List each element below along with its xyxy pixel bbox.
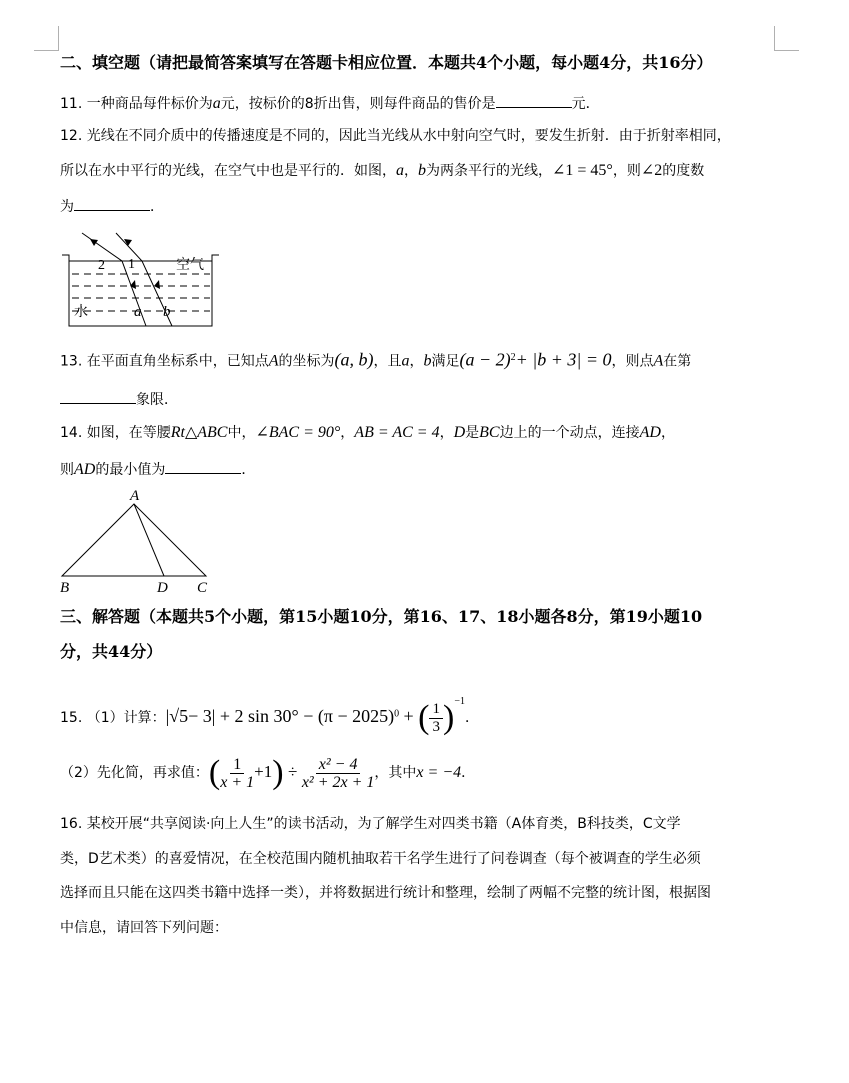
q12-line-2c: 为两条平行的光线， <box>426 163 552 179</box>
segment-ad <box>134 504 164 576</box>
q12-number: 12. <box>60 128 83 144</box>
q13-answer-blank <box>60 389 136 404</box>
q15-abs-open: | <box>165 706 170 726</box>
q13-point-a-2: A <box>653 352 664 370</box>
q11-text-c: 元． <box>571 96 600 112</box>
q12-refraction-figure <box>58 228 224 328</box>
q14-text-a: 如图，在等腰 <box>86 425 171 441</box>
q11-answer-blank <box>496 93 572 108</box>
q12-var-b: b <box>418 162 426 179</box>
q14-text-e: 是 <box>465 425 480 441</box>
q12-angle-2: ∠2 <box>640 162 663 179</box>
q14-line-2a: 则 <box>60 462 74 478</box>
q14-number: 14. <box>60 425 83 441</box>
q13-exponent-2: 2 <box>510 352 516 363</box>
question-15-part-2 <box>60 752 475 793</box>
q11-text-a: 一种商品每件标价为 <box>86 96 213 112</box>
question-13-line-2 <box>60 389 178 409</box>
section-3-heading-line-1: 三、解答题（本题共5个小题，第15小题10分，第16、17、18小题各8分，第19小题10 <box>60 607 703 626</box>
question-12-line-2 <box>60 162 704 180</box>
q12-line-3b: ． <box>150 199 164 215</box>
q13-text-e: 满足 <box>431 353 460 370</box>
q15-exponent-neg-1: −1 <box>454 696 465 707</box>
q15-number: 15. <box>60 710 83 726</box>
q12-var-a: a <box>396 162 404 179</box>
q12-line-2e: 的度数 <box>662 163 705 179</box>
q15-f2-numerator: x² − 4 <box>316 756 361 774</box>
q14-point-d: D <box>453 424 466 441</box>
q13-text-a: 在平面直角坐标系中，已知点 <box>86 353 269 370</box>
q14-angle: ∠BAC = 90° <box>255 424 341 441</box>
q15-plus: + <box>403 706 414 726</box>
q15-middle-expression: + 2 sin 30° − (π − 2025) <box>219 706 395 726</box>
q14-segment-bc: BC <box>479 424 500 441</box>
q14-segment-ad: AD <box>639 424 661 441</box>
q12-angle-1: ∠1 = 45° <box>552 162 613 179</box>
q12-line-3a: 为 <box>60 199 74 215</box>
q14-triangle: Rt△ABC <box>170 424 228 441</box>
q11-text-b: 元，按标价的8折出售，则每件商品的售价是 <box>220 96 496 112</box>
question-11 <box>60 93 600 113</box>
q15-f1-numerator: 1 <box>230 756 244 774</box>
q13-coordinate: (a, b) <box>334 349 374 370</box>
question-16-line-1 <box>60 815 681 833</box>
q15-frac-numerator: 1 <box>429 701 443 719</box>
q15-division-sign: ÷ <box>288 762 298 781</box>
question-15-part-1 <box>60 682 479 738</box>
q15-fraction-one-third <box>429 701 443 736</box>
section-3-heading-line-2: 分，共44分） <box>60 642 163 661</box>
q12-line-1: 光线在不同介质中的传播速度是不同的，因此当光线从水中射向空气时，要发生折射．由于折射率相同， <box>86 128 731 144</box>
q15-f1-denominator: x + 1 <box>220 773 255 791</box>
q13-text-g: 在第 <box>663 353 692 370</box>
q14-text-b: 中， <box>227 425 256 441</box>
question-16-line-2: 类，D艺术类）的喜爱情况，在全校范围内随机抽取若干名学生进行了问卷调查（每个被调查的学生必须 <box>60 851 701 867</box>
fig-label-ray-a: a <box>134 304 142 320</box>
q14-line-2b: 的最小值为 <box>95 462 166 478</box>
q14-text-f: 边上的一个动点，连接 <box>499 425 640 441</box>
question-14-line-1 <box>60 424 675 442</box>
q15-fraction-quadratic <box>302 756 375 791</box>
q13-expression-square: (a − 2) <box>459 349 511 370</box>
q14-answer-blank <box>165 459 241 474</box>
q13-point-a: A <box>268 352 279 370</box>
ray-a-arrow-top <box>90 239 98 246</box>
q15-plus-1: +1 <box>254 762 273 781</box>
triangle-abc <box>62 504 206 576</box>
ray-b-arrow-bottom <box>154 280 160 289</box>
q14-line-2c: ． <box>241 462 256 478</box>
q11-var-a: a <box>212 95 221 112</box>
q15-sqrt-5: √5 <box>169 706 189 726</box>
q13-text-d: ， <box>409 353 424 370</box>
question-14-line-2 <box>60 459 255 479</box>
q13-text-b: 的坐标为 <box>278 353 335 370</box>
fig-label-angle-1: 1 <box>128 257 135 272</box>
q15-f2-denominator: x² + 2x + 1 <box>301 773 375 791</box>
q15-big-paren-open: ( <box>208 754 221 791</box>
q12-answer-blank <box>74 196 150 211</box>
question-12-line-1 <box>60 127 731 145</box>
q15-part-1-label: （1）计算： <box>86 710 166 726</box>
question-13-line-1 <box>60 349 691 371</box>
fig-label-air: 空气 <box>176 258 204 273</box>
q14-segment-ad-2: AD <box>74 461 96 478</box>
q15-frac-denominator: 3 <box>432 718 440 735</box>
page-corner-mark-right <box>774 26 799 51</box>
fig-label-c: C <box>197 580 208 596</box>
q15-abs-rest: − 3| <box>188 706 216 726</box>
q13-text-f: ，则点 <box>611 353 654 370</box>
q12-line-2d: ，则 <box>612 163 641 179</box>
q15-fraction-1-over-x-plus-1 <box>220 756 254 791</box>
q13-text-c: ，且 <box>373 353 402 370</box>
q15-part-1-end: ． <box>464 710 479 726</box>
q14-sides: AB = AC = 4 <box>354 424 440 441</box>
question-12-line-3 <box>60 196 164 216</box>
q12-line-2a: 所以在水中平行的光线，在空气中也是平行的．如图， <box>60 163 396 179</box>
q16-number: 16. <box>60 816 83 832</box>
q14-text-c: ， <box>340 425 355 441</box>
q13-var-a: a <box>401 352 410 370</box>
q15-condition-value: x = −4 <box>416 764 462 781</box>
q13-line-2: 象限． <box>136 392 178 408</box>
q15-paren-open: ( <box>418 699 430 736</box>
fig-label-b: B <box>60 580 70 596</box>
section-2-heading: 二、填空题（请把最简答案填写在答题卡相应位置．本题共4个小题，每小题4分，共16分） <box>60 53 713 72</box>
q15-condition-end: ． <box>461 765 476 781</box>
q15-part-2-label: （2）先化简，再求值： <box>60 765 209 781</box>
q14-text-d: ， <box>439 425 454 441</box>
question-16-line-3: 选择而且只能在这四类书籍中选择一类），并将数据进行统计和整理，绘制了两幅不完整的统计图，根据图 <box>60 885 711 901</box>
fig-label-ray-b: b <box>163 304 171 320</box>
q14-text-g: ， <box>660 425 675 441</box>
fig-label-water: 水 <box>74 305 88 320</box>
q15-exponent-0: 0 <box>394 708 400 720</box>
q15-big-paren-close: ) <box>272 754 284 791</box>
q12-line-2b: ， <box>404 163 418 179</box>
fig-label-a: A <box>130 488 140 504</box>
q13-var-b: b <box>423 352 432 370</box>
fig-label-d: D <box>157 580 168 596</box>
q16-line-1: 某校开展“共享阅读·向上人生”的读书活动，为了解学生对四类书籍（A体育类，B科技类，C文学 <box>86 816 681 832</box>
q13-expression-abs: + |b + 3| = 0 <box>515 349 612 370</box>
q15-paren-close: ) <box>442 699 455 736</box>
q13-number: 13. <box>60 353 83 370</box>
fig-label-angle-2: 2 <box>98 258 105 273</box>
q14-triangle-figure <box>56 486 216 596</box>
q15-condition-prefix: ，其中 <box>374 765 417 781</box>
page-corner-mark-left <box>34 26 59 51</box>
q11-number: 11. <box>60 96 83 112</box>
question-16-line-4: 中信息，请回答下列问题： <box>60 920 228 936</box>
